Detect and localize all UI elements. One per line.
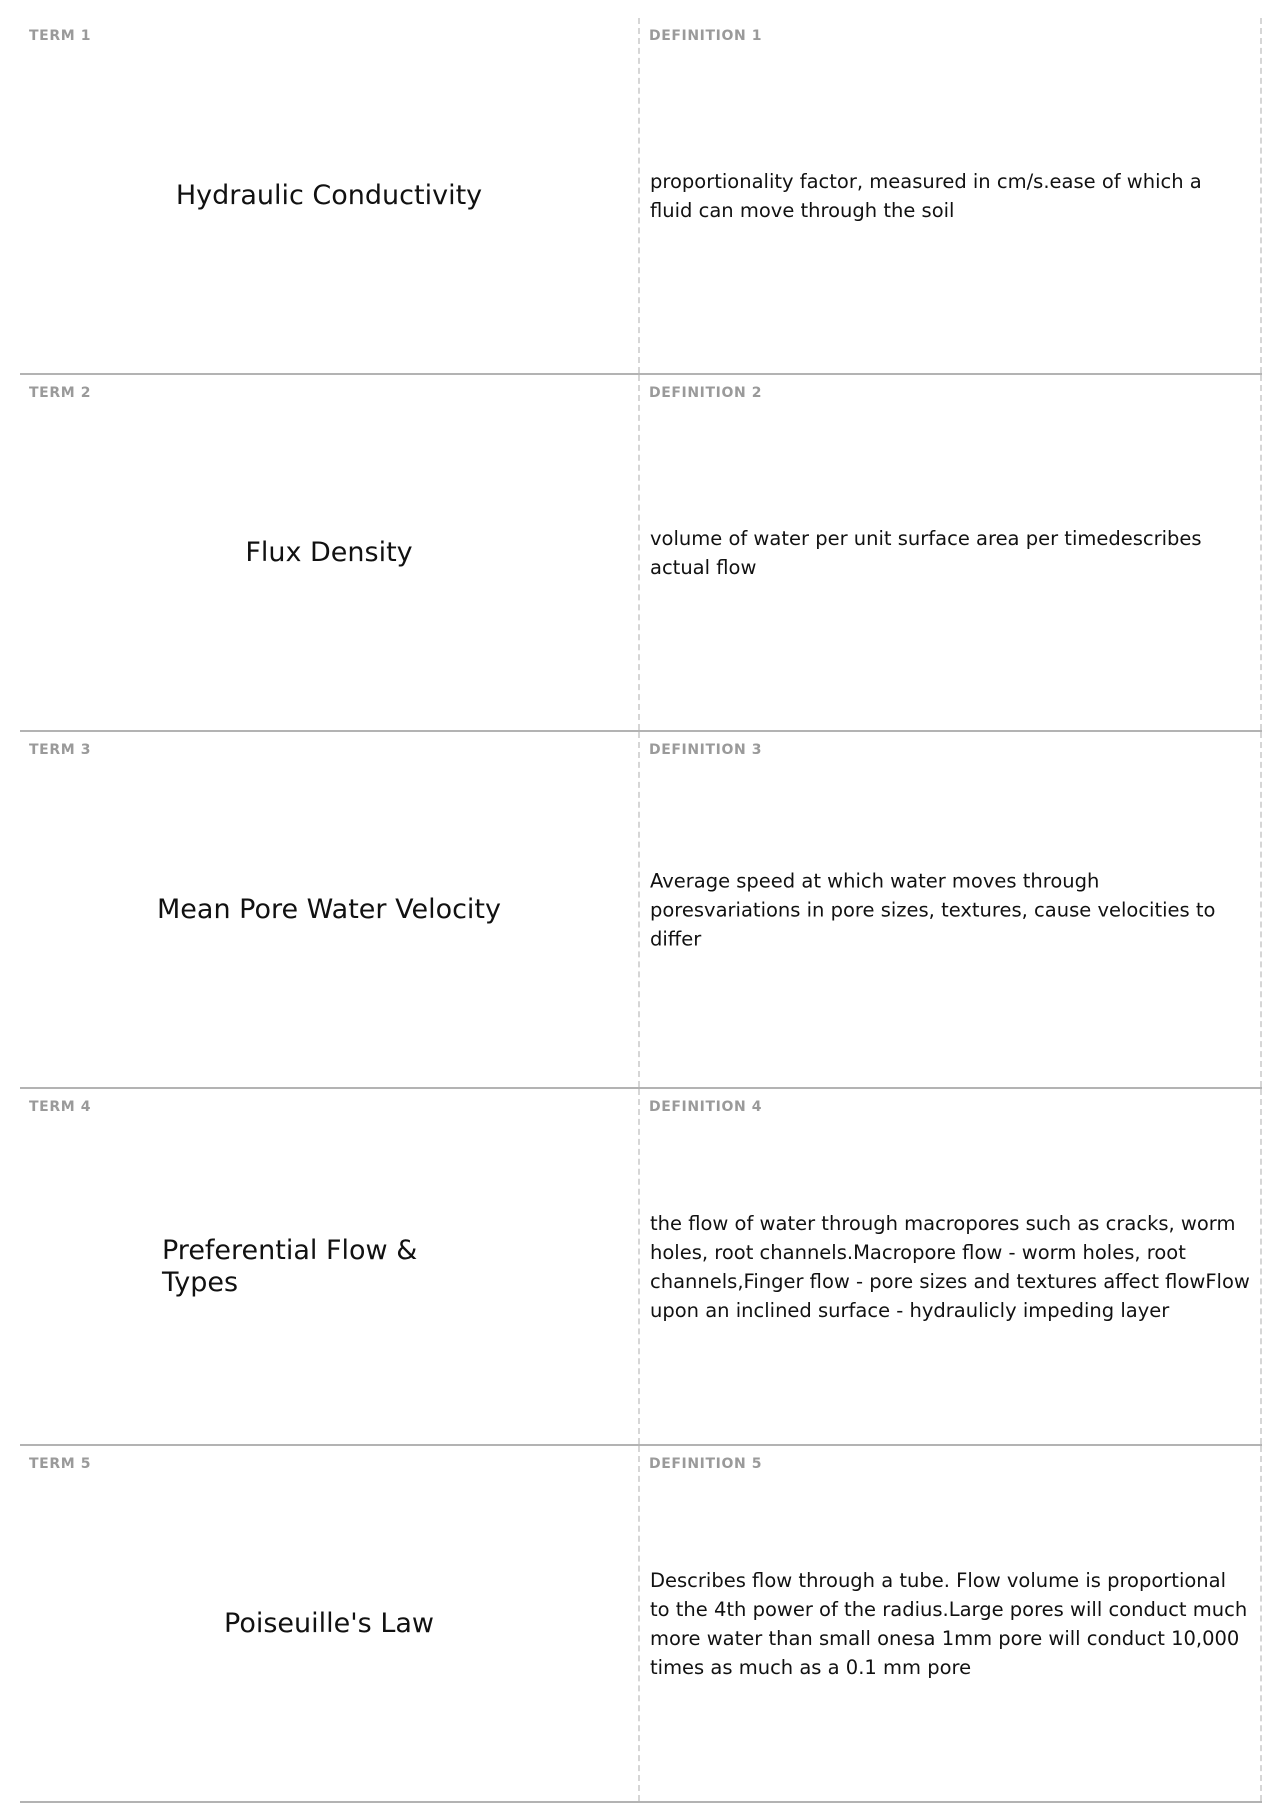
flashcard-sheet xyxy=(20,18,1262,1803)
term-label: TERM 4 xyxy=(29,1099,92,1115)
term-text: Mean Pore Water Velocity xyxy=(157,893,501,925)
definition-cell-3 xyxy=(640,732,1262,1087)
term-label: TERM 5 xyxy=(29,1456,92,1472)
term-text: Hydraulic Conductivity xyxy=(175,179,483,211)
definition-label: DEFINITION 4 xyxy=(649,1099,763,1115)
definition-text: Average speed at which water moves through poresvariations in pore sizes, textures, cause velocities to differ xyxy=(650,869,1216,950)
term-cell-2 xyxy=(20,375,640,730)
definition-label: DEFINITION 5 xyxy=(649,1456,763,1472)
term-text: Poiseuille's Law xyxy=(224,1607,434,1639)
definition-cell-4 xyxy=(640,1089,1262,1444)
flashcard-row-5 xyxy=(20,1446,1262,1803)
term-cell-1 xyxy=(20,18,640,373)
definition-text: proportionality factor, measured in cm/s.ease of which a fluid can move through the soil xyxy=(650,169,1202,222)
term-text: Flux Density xyxy=(245,536,413,568)
definition-cell-5 xyxy=(640,1446,1262,1801)
flashcard-row-4 xyxy=(20,1089,1262,1446)
definition-cell-2 xyxy=(640,375,1262,730)
term-cell-4 xyxy=(20,1089,640,1444)
flashcard-row-2 xyxy=(20,375,1262,732)
definition-label: DEFINITION 2 xyxy=(649,385,763,401)
term-label: TERM 1 xyxy=(29,28,92,44)
definition-label: DEFINITION 1 xyxy=(649,28,763,44)
term-text: Preferential Flow & Types xyxy=(162,1234,418,1298)
definition-cell-1 xyxy=(640,18,1262,373)
definition-text: volume of water per unit surface area per timedescribes actual flow xyxy=(650,526,1202,579)
term-cell-5 xyxy=(20,1446,640,1801)
term-label: TERM 2 xyxy=(29,385,92,401)
term-label: TERM 3 xyxy=(29,742,92,758)
definition-label: DEFINITION 3 xyxy=(649,742,763,758)
definition-text: the flow of water through macropores such as cracks, worm holes, root channels.Macropore flow - worm holes, root channels,Finger flow - pore sizes and textures affect flowFlow upon an inclined surface - hydraulicly impeding layer xyxy=(650,1211,1250,1322)
flashcard-row-1 xyxy=(20,18,1262,375)
definition-text: Describes flow through a tube. Flow volume is proportional to the 4th power of the radius.Large pores will conduct much more water than small onesa 1mm pore will conduct 10,000 times as much as a 0.1 mm pore xyxy=(650,1568,1248,1679)
flashcard-row-3 xyxy=(20,732,1262,1089)
term-cell-3 xyxy=(20,732,640,1087)
